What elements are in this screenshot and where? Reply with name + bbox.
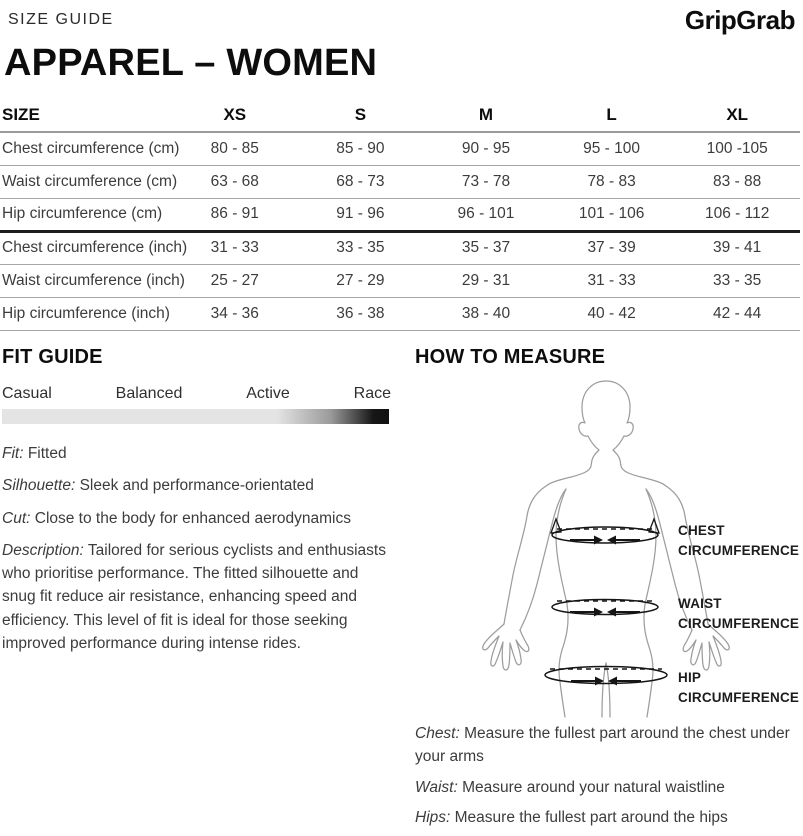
note-hips — [415, 806, 800, 829]
cell-value: 85 - 90 — [336, 139, 385, 157]
fit-detail-silhouette — [2, 474, 389, 497]
note-text: Measure the fullest part around the chest under your arms — [415, 725, 790, 766]
detail-label: Silhouette: — [2, 477, 76, 495]
cell-value: 83 - 88 — [713, 172, 762, 190]
fit-details — [2, 442, 389, 655]
cell-value: 63 - 68 — [210, 172, 259, 190]
detail-text: Sleek and performance-orientated — [79, 477, 314, 495]
size-chart-table — [0, 99, 800, 331]
table-row — [0, 165, 800, 198]
cell-value: 37 - 39 — [587, 239, 636, 256]
cell-value: 68 - 73 — [336, 172, 385, 190]
cell-value: 86 - 91 — [210, 205, 259, 222]
cell-value: 100 -105 — [706, 139, 768, 157]
hip-measure-line — [545, 667, 667, 686]
col-header-s: S — [354, 105, 367, 124]
cell-value: 78 - 83 — [587, 172, 636, 190]
note-label: Chest: — [415, 725, 460, 742]
detail-label: Cut: — [2, 509, 31, 527]
cell-value: 33 - 35 — [713, 271, 762, 289]
note-text: Measure the fullest part around the hips — [454, 808, 728, 826]
col-header-l: L — [606, 105, 617, 124]
cell-value: 96 - 101 — [457, 205, 515, 222]
how-to-measure-section — [415, 346, 800, 836]
detail-text: Fitted — [27, 445, 67, 462]
cell-value: 101 - 106 — [578, 205, 645, 222]
note-label: Waist: — [415, 778, 458, 796]
table-header-row — [0, 99, 800, 132]
brand-logo: GripGrab — [684, 5, 795, 35]
note-text: Measure around your natural waistline — [462, 778, 725, 796]
detail-label: Fit: — [2, 445, 24, 462]
cell-value: 29 - 31 — [461, 271, 511, 289]
detail-label: Description: — [2, 541, 84, 559]
note-label: Hips: — [415, 808, 451, 826]
cell-value: 34 - 36 — [210, 304, 259, 322]
cell-value: 73 - 78 — [461, 172, 511, 190]
cell-value: 95 - 100 — [583, 139, 641, 157]
cell-value: 40 - 42 — [587, 304, 636, 322]
cell-value: 25 - 27 — [210, 271, 259, 289]
cell-value: 27 - 29 — [336, 271, 385, 289]
cell-value: 33 - 35 — [336, 239, 385, 256]
col-header-size: SIZE — [2, 105, 40, 124]
row-label: Waist circumference (cm) — [2, 172, 178, 190]
cell-value: 31 - 33 — [210, 239, 259, 256]
row-label: Chest circumference (inch) — [2, 239, 188, 256]
hip-circumference-label: HIP CIRCUMFERENCE — [678, 670, 800, 705]
fit-scale-labels — [2, 385, 391, 403]
chest-measure-line — [551, 519, 659, 545]
cell-value: 80 - 85 — [210, 139, 259, 157]
fit-detail-description — [2, 539, 389, 655]
row-label: Hip circumference (inch) — [2, 304, 170, 322]
note-chest — [415, 722, 800, 769]
measurement-notes — [415, 722, 800, 829]
col-header-m: M — [478, 105, 494, 124]
row-label: Hip circumference (cm) — [2, 205, 163, 222]
fit-detail-cut — [2, 507, 389, 530]
row-label: Waist circumference (inch) — [2, 271, 185, 289]
scale-label-balanced: Balanced — [115, 385, 183, 402]
col-header-xl: XL — [726, 105, 749, 124]
note-waist — [415, 776, 800, 799]
cell-value: 39 - 41 — [713, 239, 762, 256]
scale-label-race: Race — [353, 385, 391, 402]
page-eyebrow: SIZE GUIDE — [8, 11, 114, 28]
table-row — [0, 132, 800, 165]
scale-label-active: Active — [246, 385, 290, 402]
cell-value: 38 - 40 — [461, 304, 511, 322]
cell-value: 91 - 96 — [336, 205, 385, 222]
table-row — [0, 231, 800, 264]
table-row — [0, 198, 800, 231]
row-label: Chest circumference (cm) — [2, 139, 180, 157]
cell-value: 90 - 95 — [461, 139, 511, 157]
table-row — [0, 264, 800, 297]
cell-value: 31 - 33 — [587, 271, 636, 289]
cell-value: 36 - 38 — [336, 304, 385, 322]
fit-guide-heading: FIT GUIDE — [2, 346, 103, 368]
how-to-measure-heading: HOW TO MEASURE — [415, 346, 606, 368]
cell-value: 42 - 44 — [713, 304, 762, 322]
col-header-xs: XS — [223, 105, 247, 124]
cell-value: 35 - 37 — [461, 239, 511, 256]
fit-gradient-bar — [2, 409, 389, 424]
measurement-figure — [415, 372, 800, 717]
waist-circumference-label: WAIST CIRCUMFERENCE — [678, 596, 800, 631]
detail-text: Tailored for serious cyclists and enthusiasts who prioritise performance. The fitted silhouette and snug fit reduce air resistance, enhancing speed and efficiency. This level of fit is ideal for those seeking improved performance during intense rides. — [2, 541, 386, 652]
detail-text: Close to the body for enhanced aerodynamics — [34, 509, 351, 527]
table-row — [0, 297, 800, 330]
page-title: APPAREL – WOMEN — [4, 42, 378, 84]
fit-guide-section — [2, 346, 391, 836]
chest-circumference-label: CHEST CIRCUMFERENCE — [678, 523, 800, 558]
scale-label-casual: Casual — [2, 385, 52, 402]
fit-detail-fit — [2, 442, 389, 465]
cell-value: 106 - 112 — [705, 205, 770, 222]
